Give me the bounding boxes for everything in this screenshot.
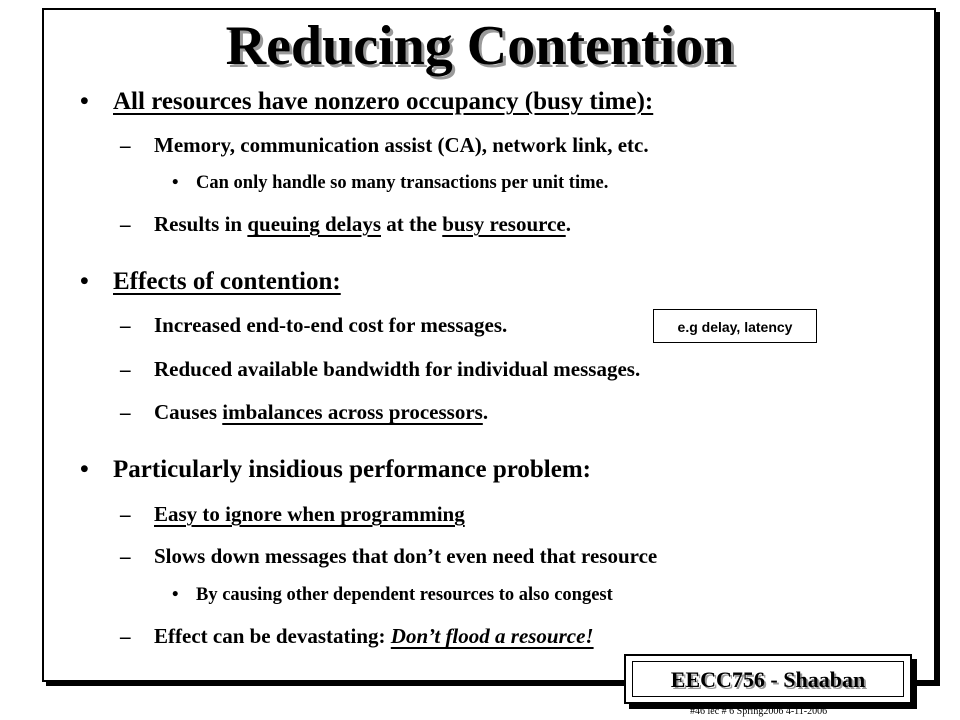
lecture-footnote: #46 lec # 6 Spring2006 4-11-2006 bbox=[690, 706, 828, 717]
item-devastating: Effect can be devastating: Don’t flood a resource! bbox=[154, 624, 594, 648]
course-label-box bbox=[624, 654, 912, 704]
sub-dot: • bbox=[172, 173, 179, 193]
callout-box: e.g delay, latency bbox=[653, 309, 817, 343]
item-end-to-end: Increased end-to-end cost for messages. bbox=[154, 313, 508, 337]
dash: – bbox=[120, 357, 131, 381]
dash: – bbox=[120, 133, 131, 157]
bullet-dot: • bbox=[80, 88, 89, 115]
bullet-occupancy: All resources have nonzero occupancy (busy time): bbox=[113, 88, 654, 115]
item-easy-to-ignore: Easy to ignore when programming bbox=[154, 502, 465, 526]
bullet-effects: Effects of contention: bbox=[113, 268, 341, 295]
item-resources: Memory, communication assist (CA), network link, etc. bbox=[154, 133, 649, 157]
bullet-dot: • bbox=[80, 268, 89, 295]
dash: – bbox=[120, 212, 131, 236]
slide-title: Reducing Contention bbox=[225, 15, 735, 77]
dash: – bbox=[120, 313, 131, 337]
dash: – bbox=[120, 624, 131, 648]
item-transactions: Can only handle so many transactions per unit time. bbox=[196, 173, 609, 193]
item-congest: By causing other dependent resources to also congest bbox=[196, 585, 613, 605]
item-slows-down: Slows down messages that don’t even need that resource bbox=[154, 544, 658, 568]
dash: – bbox=[120, 400, 131, 424]
dash: – bbox=[120, 502, 131, 526]
item-imbalances: Causes imbalances across processors. bbox=[154, 400, 489, 424]
bullet-dot: • bbox=[80, 456, 89, 483]
item-bandwidth: Reduced available bandwidth for individual messages. bbox=[154, 357, 641, 381]
dash: – bbox=[120, 544, 131, 568]
course-label: EECC756 - Shaaban bbox=[632, 661, 904, 697]
item-queuing: Results in queuing delays at the busy resource. bbox=[154, 212, 571, 236]
sub-dot: • bbox=[172, 585, 179, 605]
bullet-insidious: Particularly insidious performance problem: bbox=[113, 456, 591, 483]
